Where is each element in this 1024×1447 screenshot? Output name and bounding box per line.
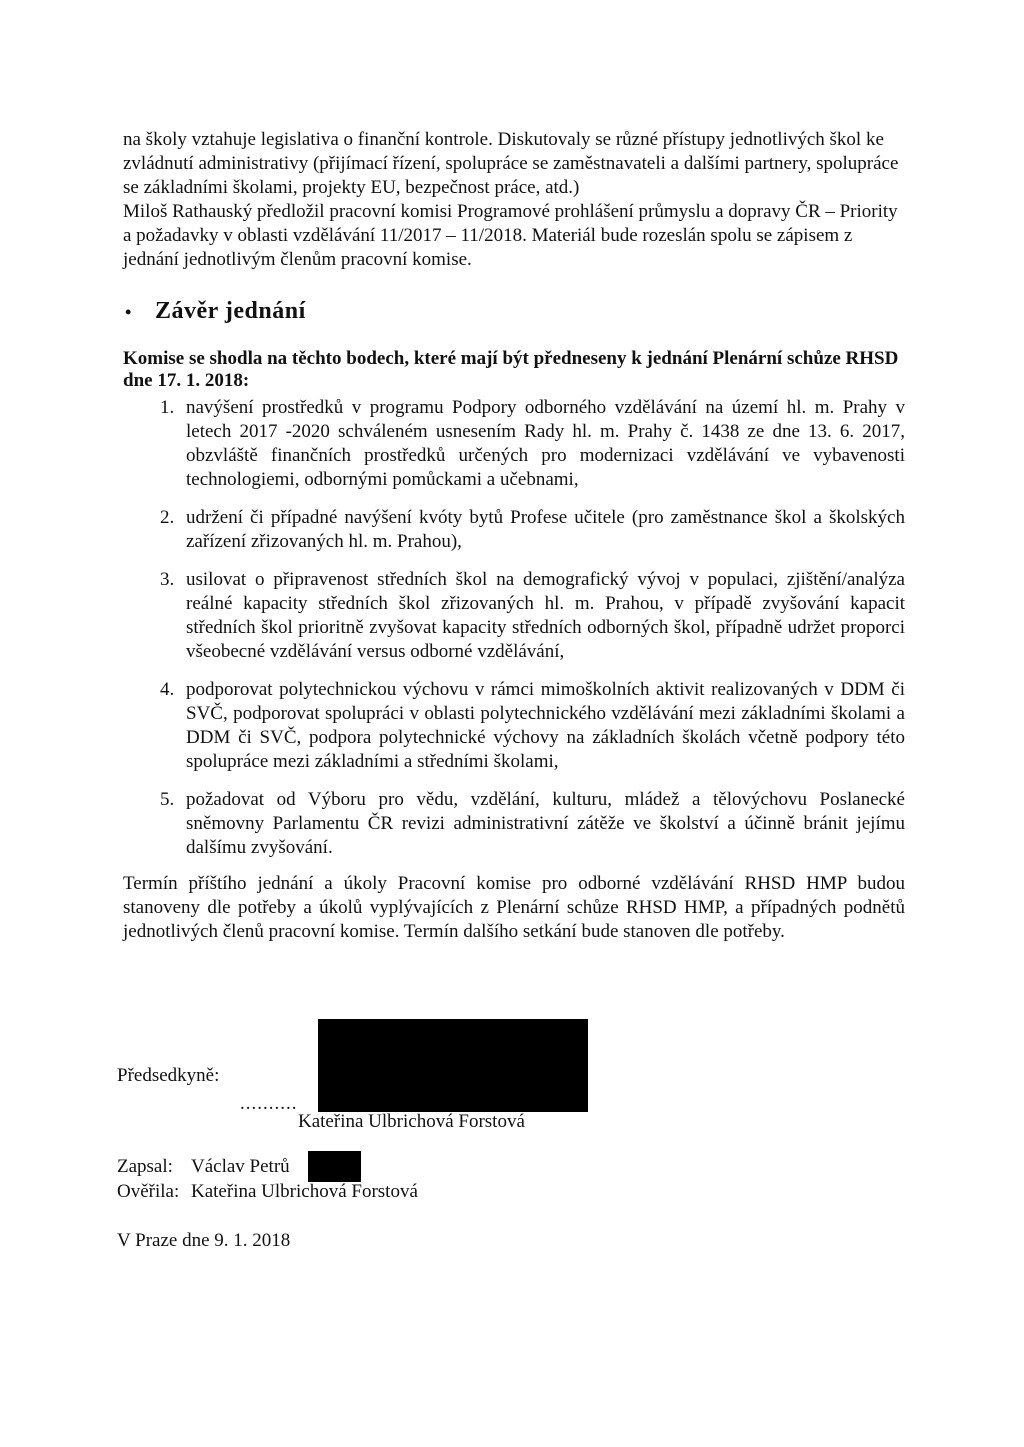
recorded-by-row [117, 1155, 290, 1179]
list-item [123, 506, 905, 554]
document-date: V Praze dne 9. 1. 2018 [117, 1230, 291, 1251]
list-item-number: 1. [160, 397, 175, 418]
list-item-text: podporovat polytechnickou výchovu v rámci mimoškolních aktivit realizovaných v DDM či SVČ, podporovat spolupráci v oblasti polytechnického vzdělávání mezi základními školami a DDM či SVČ, podpora polytechnické výchovy na základních školách včetně podpory této spolupráce mezi základními a středními školami, [186, 679, 905, 772]
signature-dots: .......... [240, 1093, 298, 1114]
chair-name: Kateřina Ulbrichová Forstová [298, 1111, 525, 1132]
list-item [123, 678, 905, 774]
chair-label: Předsedkyně: [117, 1065, 220, 1086]
list-item [123, 396, 905, 492]
list-item [123, 788, 905, 860]
recorded-by-name: Václav Petrů [191, 1156, 290, 1177]
list-item-number: 5. [160, 789, 175, 810]
section-title: Závěr jednání [155, 298, 306, 324]
redacted-signature [318, 1019, 588, 1112]
list-item-text: usilovat o připravenost středních škol na demografický vývoj v populaci, zjištění/analýza reálné kapacity středních škol zřizovaných hl. m. Prahou, v případě zvyšování kapacit středních škol prioritně zvyšovat kapacity středních odborných škol, případně udržet proporci všeobecné vzdělávání versus odborné vzdělávání, [186, 569, 905, 662]
list-item-text: navýšení prostředků v programu Podpory odborného vzdělávání na území hl. m. Prahy v letech 2017 -2020 schváleném usnesením Rady hl. m. Prahy č. 1438 ze dne 13. 6. 2017, obzvláště finančních prostředků určených pro modernizaci vzdělávání ve vybavenosti technologiemi, odbornými pomůckami a učebnami, [186, 397, 905, 490]
recorded-by-label: Zapsal: [117, 1156, 173, 1177]
intro-paragraph-material: Miloš Rathauský předložil pracovní komisi Programové prohlášení průmyslu a dopravy ČR – Priority a požadavky v oblasti vzdělávání 11/2017 – 11/2018. Materiál bude rozeslán spolu se zápisem z jednání jednotlivým členům pracovní komise. [123, 201, 898, 270]
conclusion-lead: Komise se shodla na těchto bodech, které mají být předneseny k jednání Plenární schůze RHSD dne 17. 1. 2018: [123, 348, 899, 391]
list-item-number: 2. [160, 507, 175, 528]
intro-paragraph-discussion: na školy vztahuje legislativa o finanční kontrole. Diskutovaly se různé přístupy jednotlivých škol ke zvládnutí administrativy (přijímací řízení, spolupráce se zaměstnavateli a dalšími partnery, spolupráce se základními školami, projekty EU, bezpečnost práce, atd.) [123, 129, 899, 198]
list-item-number: 3. [160, 569, 175, 590]
section-heading [125, 296, 306, 327]
conclusion-list [123, 396, 905, 874]
list-item [123, 568, 905, 664]
list-item-number: 4. [160, 679, 175, 700]
redacted-recorder-signature [308, 1151, 361, 1182]
verified-by-name: Kateřina Ulbrichová Forstová [191, 1181, 418, 1202]
list-item-text: požadovat od Výboru pro vědu, vzdělání, kulturu, mládež a tělovýchovu Poslanecké sněmovny Parlamentu ČR revizi administrativní zátěže ve školství a účinně bránit jejímu dalšímu zvyšování. [186, 789, 905, 858]
verified-by-label: Ověřila: [117, 1181, 180, 1202]
verified-by-row [117, 1180, 418, 1204]
intro-text [123, 128, 905, 272]
closing-paragraph: Termín příštího jednání a úkoly Pracovní komise pro odborné vzdělávání RHSD HMP budou stanoveny dle potřeby a úkolů vyplývajících z Plenární schůze RHSD HMP, a případných podnětů jednotlivých členů pracovní komise. Termín dalšího setkání bude stanoven dle potřeby. [123, 873, 905, 942]
bullet-icon: • [125, 302, 132, 323]
list-item-text: udržení či případné navýšení kvóty bytů Profese učitele (pro zaměstnance škol a školských zařízení zřizovaných hl. m. Prahou), [186, 507, 905, 552]
